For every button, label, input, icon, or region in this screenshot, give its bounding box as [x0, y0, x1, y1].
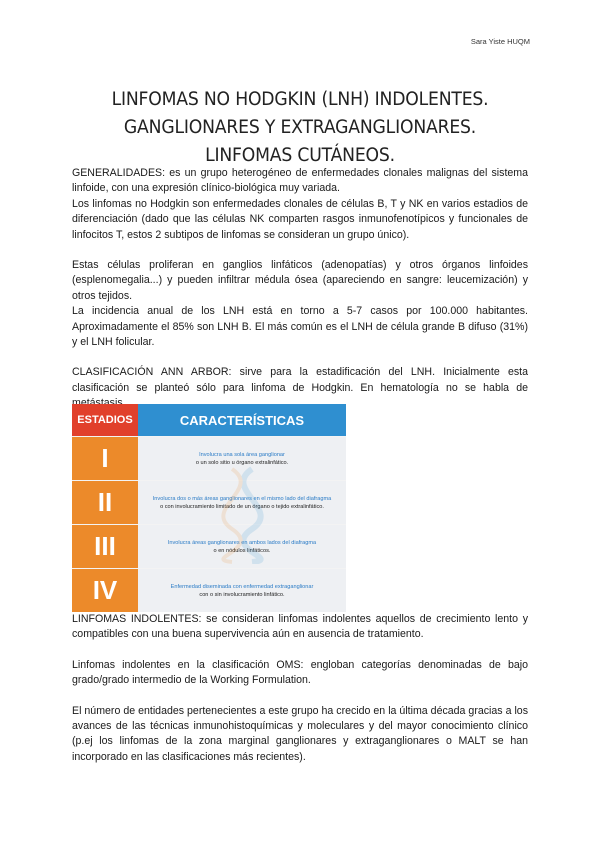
author-header: Sara Yiste HUQM: [470, 37, 530, 46]
page-title: LINFOMAS NO HODGKIN (LNH) INDOLENTES. GANGLIONARES Y EXTRAGANGLIONARES. LINFOMAS CUTÁNEOS.: [111, 89, 489, 167]
stage-description: [138, 569, 346, 612]
stage-description-line: Enfermedad diseminada con enfermedad extraganglionar: [170, 583, 314, 590]
header-caracteristicas: CARACTERÍSTICAS: [138, 404, 346, 436]
stage-number: II: [72, 481, 138, 524]
paragraph-incidence: La incidencia anual de los LNH está en torno a 5-7 casos por 100.000 habitantes. Aproximadamente el 85% son LNH B. El más común es el LNH de célula grande B difuso (31%) y el LNH folicular.: [72, 305, 528, 349]
stage-number: IV: [72, 569, 138, 612]
table-row: [72, 568, 346, 612]
stage-number: I: [72, 437, 138, 480]
stage-number: III: [72, 525, 138, 568]
stage-description-line: o con involucramiento limitado de un órgano o tejido extralinfático.: [160, 503, 324, 510]
watermark-icon: [192, 464, 312, 564]
ann-arbor-table: [72, 404, 346, 609]
stage-description-line: o un solo sitio u órgano extralinfático.: [195, 459, 289, 466]
paragraph-definition: Los linfomas no Hodgkin son enfermedades clonales de células B, T y NK en varios estadios de diferenciación (dado que las células NK comparten rasgos inmunofenotípicos y funcionales de linfocitos T, estos 2 subtipos de linfomas se consideran un grupo único).: [72, 197, 528, 241]
paragraph-proliferation: Estas células proliferan en ganglios linfáticos (adenopatías) y otros órganos linfoides (esplenomegalia...) y pueden infiltrar médula ósea (apareciendo en sangre: leucemización) y otros tejidos.: [72, 259, 528, 302]
paragraph-oms: Linfomas indolentes en la clasificación OMS: engloban categorías denominadas de bajo grado/grado intermedio de la Working Formulation.: [72, 658, 528, 687]
intro-section: [72, 166, 528, 412]
paragraph-entidades: El número de entidades pertenecientes a este grupo ha crecido en la última década gracias a los avances de las técnicas inmunohistoquímicas y moleculares y del mayor conocimiento clínico (p.ej los linfomas de la zona marginal ganglionares y extraganglionares o MALT se han incorporado en las clasificaciones más recientes).: [72, 704, 528, 763]
stage-description-line: o en nódulos linfáticos.: [213, 547, 271, 554]
stage-description-line: con o sin involucramiento linfático.: [199, 591, 285, 598]
paragraph-generalidades: GENERALIDADES: es un grupo heterogéneo de enfermedades clonales malignas del sistema linfoide, con una expresión clínico-biológica muy variada.: [72, 167, 528, 195]
header-estadios: ESTADIOS: [72, 404, 138, 436]
paragraph-indolentes: LINFOMAS INDOLENTES: se consideran linfomas indolentes aquellos de crecimiento lento y compatibles con una buena supervivencia aún en ausencia de tratamiento.: [72, 613, 528, 641]
table-header: [72, 404, 346, 436]
indolent-section: [72, 612, 528, 765]
stage-description-line: Involucra dos o más áreas ganglionares en el mismo lado del diafragma: [152, 495, 332, 502]
stage-description-line: Involucra una sola área ganglionar: [199, 451, 285, 458]
stage-description-line: Involucra áreas ganglionares en ambos lados del diafragma: [167, 539, 317, 546]
paragraph-ann-arbor: CLASIFICACIÓN ANN ARBOR: sirve para la estadificación del LNH. Inicialmente esta clasificación se planteó sólo para linfoma de Hodgkin. En hematología no se habla de: [72, 366, 528, 394]
